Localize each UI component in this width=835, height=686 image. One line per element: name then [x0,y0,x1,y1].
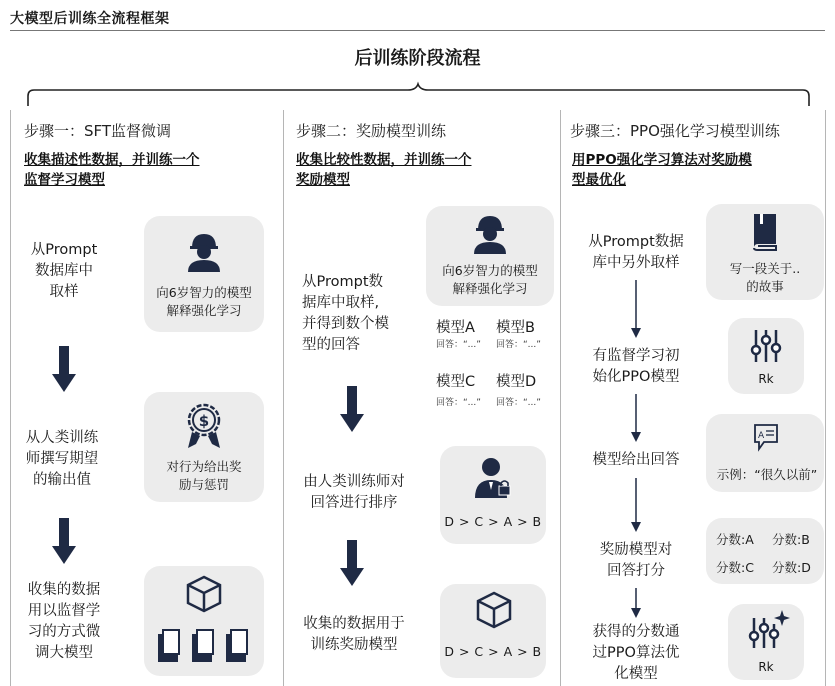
model-c-label: 模型C [436,374,476,390]
arrow-down-icon [630,478,642,534]
model-b-answer: 回答：“...” [496,340,541,350]
book-icon [750,212,780,252]
documents-icon [156,626,254,666]
svg-text:A: A [758,431,765,441]
arrow-down-icon [52,346,76,394]
scores-card [706,518,824,584]
score-a: 分数:A [716,532,754,547]
column-divider-left [10,110,11,686]
arrow-down-icon [52,518,76,566]
step3-flow-init: 有监督学习初 始化PPO模型 [592,348,680,385]
model-d-answer: 回答：“...” [496,398,541,408]
arrow-down-icon [630,394,642,444]
step3-flow-sample: 从Prompt数据 库中另外取样 [588,234,684,271]
reward-badge-icon [180,400,228,450]
model-d-label: 模型D [496,374,537,390]
page-title: 大模型后训练全流程框架 [10,11,170,27]
model-a-label: 模型A [436,320,475,336]
step3-title: 步骤三：PPO强化学习模型训练 [570,122,780,140]
score-d: 分数:D [772,560,811,575]
story-prompt-card [706,204,824,300]
model-a-answer: 回答：“...” [436,340,481,350]
step2-subtitle: 收集比较性数据，并训练一个 奖励模型 [296,152,472,188]
score-c: 分数:C [716,560,754,575]
arrow-down-icon [630,280,642,340]
ranking-order: D > C > A > B [444,514,542,529]
svg-text:$: $ [198,412,210,430]
step3-flow-optimize: 获得的分数通 过PPO算法优 化模型 [592,624,680,682]
score-b: 分数:B [772,532,810,547]
cube-icon [184,574,224,614]
dataset-card [144,566,264,676]
reward-card-text: 对行为给出奖 励与惩罚 [166,459,242,492]
sliders-icon [748,328,784,364]
example-card [706,414,824,492]
model-b-label: 模型B [496,320,535,336]
arrow-down-icon [630,588,642,620]
reward-model-card [440,584,546,678]
step1-flow-sample: 从Prompt 数据库中 取样 [30,242,98,300]
stage-bracket [0,0,835,120]
ranking-order: D > C > A > B [444,644,542,659]
step1-title: 步骤一：SFT监督微调 [24,122,172,140]
step3-flow-answer: 模型给出回答 [592,452,680,468]
step2-title: 步骤二：奖励模型训练 [296,122,447,140]
prompt-card [144,216,264,332]
prompt-card-text: 向6岁智力的模型 解释强化学习 [156,285,252,318]
prompt-card-text: 向6岁智力的模型 解释强化学习 [442,263,538,296]
reward-card [144,392,264,502]
step2-flow-rank: 由人类训练师对 回答进行排序 [303,474,405,511]
prompt-card [426,206,554,306]
step1-flow-human: 从人类训练 师撰写期望 的输出值 [25,430,99,488]
chat-text-icon [752,422,780,452]
rk-label: Rk [758,372,774,386]
model-c-answer: 回答：“...” [436,398,481,408]
step1-subtitle: 收集描述性数据，并训练一个 监督学习模型 [24,152,200,188]
step2-flow-sample: 从Prompt数 据库中取样, 并得到数个模 型的回答 [302,274,389,353]
arrow-down-icon [340,386,364,434]
story-prompt-text: 写一段关于.. 的故事 [729,261,801,294]
column-divider-1 [283,110,284,686]
sliders-sparkle-icon [746,610,790,650]
step2-flow-train: 收集的数据用于 训练奖励模型 [303,616,405,653]
step3-subtitle: 用PPO强化学习算法对奖励模 型最优化 [572,152,752,188]
person-icon [186,230,222,272]
rk-label: Rk [758,660,774,674]
ppo-model-card [728,318,804,394]
step3-flow-score: 奖励模型对 回答打分 [599,542,673,579]
person-icon [472,212,508,254]
column-divider-2 [560,110,561,686]
ranking-card [440,446,546,544]
example-text: 示例：“很久以前” [716,467,818,482]
column-divider-right [825,110,826,686]
trainer-icon [474,456,512,500]
stage-title: 后训练阶段流程 [354,48,481,69]
optimized-model-card [728,604,804,680]
arrow-down-icon [340,540,364,588]
step1-flow-finetune: 收集的数据 用以监督学 习的方式微 调大模型 [27,582,101,661]
cube-icon [474,590,514,630]
